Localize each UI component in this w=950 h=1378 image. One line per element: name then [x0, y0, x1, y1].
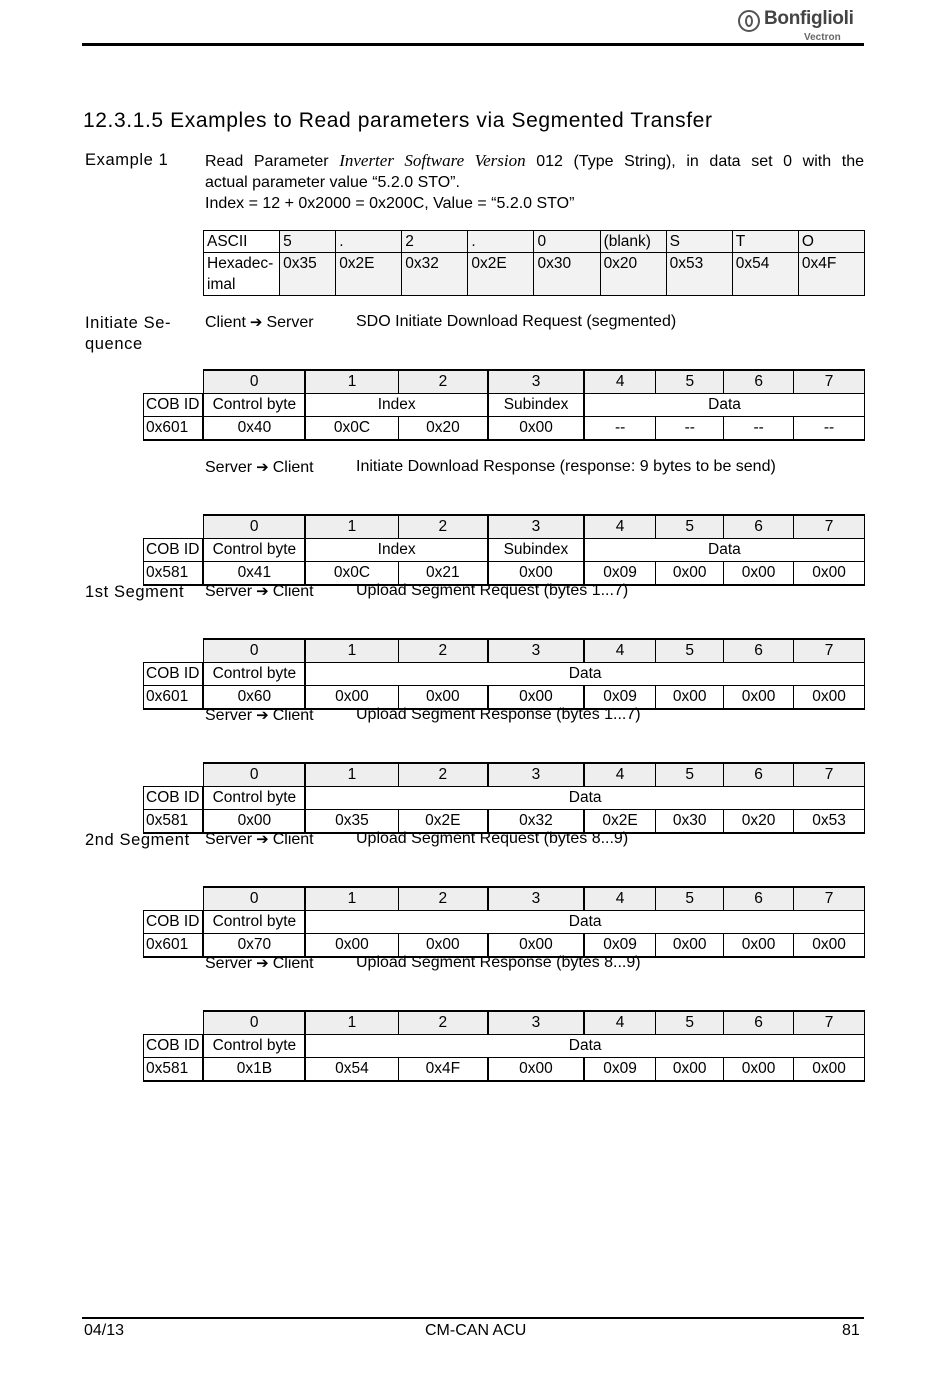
byte-number: 0: [203, 370, 305, 394]
byte-number: 5: [656, 763, 724, 787]
direction-from: Server: [205, 831, 253, 848]
cob-id: 0x581: [144, 1058, 204, 1082]
byte-value: 0x00: [794, 1058, 865, 1082]
value-row: [144, 417, 865, 441]
data-label: Data: [305, 787, 864, 810]
cob-id-label: COB ID: [144, 1035, 204, 1058]
subindex-label: Subindex: [488, 539, 584, 562]
byte-number: 7: [794, 1011, 865, 1035]
byte-value: 0x00: [488, 1058, 584, 1082]
field-row: [144, 911, 865, 934]
cob-id: 0x601: [144, 686, 204, 710]
value-row: [144, 1058, 865, 1082]
cob-id: 0x581: [144, 562, 204, 586]
byte-value: 0x00: [794, 562, 865, 586]
section-label: [85, 830, 190, 851]
hex-cell: 0x2E: [468, 253, 534, 296]
byte-value: 0x54: [305, 1058, 398, 1082]
field-row: [144, 539, 865, 562]
bonfiglioli-logo: [738, 8, 860, 46]
byte-value: 0x32: [488, 810, 584, 834]
section-label-line: Initiate Se-: [85, 314, 172, 332]
message-description: Upload Segment Request (bytes 1...7): [356, 582, 629, 599]
example-line-3: Index = 12 + 0x2000 = 0x200C, Value = “5.2.0 STO”: [205, 195, 575, 212]
byte-number: 7: [794, 370, 865, 394]
byte-value: 0x70: [203, 934, 305, 958]
data-label: Data: [584, 539, 865, 562]
byte-number: 5: [656, 1011, 724, 1035]
byte-number: 2: [398, 1011, 488, 1035]
byte-number: 3: [488, 515, 584, 539]
byte-number: 5: [656, 887, 724, 911]
byte-value: 0x00: [724, 1058, 794, 1082]
byte-value: 0x00: [656, 562, 724, 586]
field-row: [144, 394, 865, 417]
cob-id-label: COB ID: [144, 911, 204, 934]
byte-value: --: [584, 417, 656, 441]
section-label-line: 2nd Segment: [85, 831, 190, 849]
footer-product: CM-CAN ACU: [425, 1322, 527, 1339]
byte-number: 5: [656, 370, 724, 394]
byte-value: 0x00: [656, 686, 724, 710]
byte-number: 0: [203, 639, 305, 663]
byte-number: 4: [584, 1011, 656, 1035]
index-label: Index: [305, 394, 488, 417]
ascii-cell: 5: [280, 231, 336, 253]
byte-value: 0x00: [794, 934, 865, 958]
control-byte-label: Control byte: [203, 1035, 305, 1058]
byte-value: 0x30: [656, 810, 724, 834]
byte-header-row: [144, 639, 865, 663]
arrow-right-icon: ➔: [256, 583, 269, 600]
section-label-line: 1st Segment: [85, 583, 185, 601]
cob-id: 0x601: [144, 934, 204, 958]
byte-value: 0x00: [488, 686, 584, 710]
section-label-line: quence: [85, 335, 143, 353]
byte-number: 6: [724, 639, 794, 663]
control-byte-label: Control byte: [203, 663, 305, 686]
byte-header-row: [144, 370, 865, 394]
byte-header-row: [144, 887, 865, 911]
sdo-telegram-table: [143, 762, 865, 834]
message-description: Initiate Download Response (response: 9 bytes to be send): [356, 458, 776, 475]
byte-number: 0: [203, 887, 305, 911]
cob-id-label: COB ID: [144, 539, 204, 562]
data-label: Data: [305, 663, 864, 686]
byte-number: 4: [584, 370, 656, 394]
example-line-1b: 012 (Type String), in data set 0 with the: [525, 153, 864, 170]
ascii-cell: 2: [402, 231, 468, 253]
bonfiglioli-logo-icon: [738, 10, 760, 32]
example-line-2: actual parameter value “5.2.0 STO”.: [205, 174, 460, 191]
byte-number: 0: [203, 515, 305, 539]
byte-number: 0: [203, 1011, 305, 1035]
byte-header-row: [144, 1011, 865, 1035]
ascii-cell: S: [666, 231, 732, 253]
blank-cell: [144, 763, 204, 787]
byte-number: 3: [488, 370, 584, 394]
data-label: Data: [305, 911, 864, 934]
direction-from: Server: [205, 583, 253, 600]
sdo-telegram-table: [143, 514, 865, 586]
byte-number: 5: [656, 515, 724, 539]
byte-number: 6: [724, 370, 794, 394]
byte-number: 6: [724, 887, 794, 911]
byte-number: 1: [305, 887, 398, 911]
byte-value: 0x09: [584, 562, 656, 586]
byte-number: 6: [724, 1011, 794, 1035]
byte-number: 5: [656, 639, 724, 663]
subindex-label: Subindex: [488, 394, 584, 417]
cob-id-label: COB ID: [144, 787, 204, 810]
direction-to: Client: [272, 707, 314, 724]
ascii-table: [203, 230, 865, 296]
footer-page: 81: [842, 1322, 860, 1339]
message-description: Upload Segment Request (bytes 8...9): [356, 830, 629, 847]
ascii-cell: O: [798, 231, 864, 253]
byte-value: 0x41: [203, 562, 305, 586]
message-direction: [205, 582, 314, 601]
example-line-1: [205, 150, 864, 172]
direction-from: Server: [205, 459, 253, 476]
byte-number: 3: [488, 639, 584, 663]
byte-number: 2: [398, 887, 488, 911]
byte-number: 1: [305, 763, 398, 787]
arrow-right-icon: ➔: [256, 955, 269, 972]
sdo-telegram-table: [143, 886, 865, 958]
hex-cell: 0x54: [732, 253, 798, 296]
direction-to: Client: [272, 583, 314, 600]
direction-from: Client: [205, 314, 246, 331]
byte-value: 0x0C: [305, 562, 398, 586]
index-label: Index: [305, 539, 488, 562]
message-description: Upload Segment Response (bytes 8...9): [356, 954, 641, 971]
hex-cell: 0x20: [600, 253, 666, 296]
ascii-row: [204, 231, 865, 253]
sdo-telegram-table: [143, 369, 865, 441]
byte-value: 0x35: [305, 810, 398, 834]
direction-to: Client: [272, 955, 314, 972]
blank-cell: [144, 887, 204, 911]
byte-value: --: [656, 417, 724, 441]
control-byte-label: Control byte: [203, 787, 305, 810]
example-line-1a: Read Parameter: [205, 153, 340, 170]
byte-number: 7: [794, 515, 865, 539]
arrow-right-icon: ➔: [256, 707, 269, 724]
byte-value: 0x20: [398, 417, 488, 441]
hex-label: [204, 253, 280, 296]
hex-cell: 0x2E: [336, 253, 402, 296]
byte-number: 1: [305, 515, 398, 539]
ascii-cell: (blank): [600, 231, 666, 253]
ascii-cell: 0: [534, 231, 600, 253]
byte-value: 0x00: [656, 934, 724, 958]
cob-id: 0x601: [144, 417, 204, 441]
message-description: SDO Initiate Download Request (segmented): [356, 313, 677, 330]
cob-id-label: COB ID: [144, 663, 204, 686]
brand-sub: Vectron: [804, 32, 841, 43]
hex-cell: 0x35: [280, 253, 336, 296]
sdo-telegram-table: [143, 1010, 865, 1082]
message-description: Upload Segment Response (bytes 1...7): [356, 706, 641, 723]
message-direction: [205, 313, 314, 332]
byte-value: 0x2E: [398, 810, 488, 834]
ascii-cell: ASCII: [204, 231, 280, 253]
field-row: [144, 1035, 865, 1058]
byte-value: 0x00: [398, 686, 488, 710]
example-label: Example 1: [85, 151, 169, 169]
blank-cell: [144, 1011, 204, 1035]
byte-number: 3: [488, 1011, 584, 1035]
example-text: [205, 150, 864, 214]
ascii-cell: T: [732, 231, 798, 253]
hex-cell: 0x53: [666, 253, 732, 296]
byte-number: 6: [724, 515, 794, 539]
byte-number: 4: [584, 763, 656, 787]
byte-number: 2: [398, 763, 488, 787]
blank-cell: [144, 515, 204, 539]
byte-number: 2: [398, 515, 488, 539]
direction-to: Client: [272, 831, 314, 848]
section-label: [85, 313, 171, 355]
control-byte-label: Control byte: [203, 539, 305, 562]
byte-number: 2: [398, 370, 488, 394]
message-direction: [205, 458, 314, 477]
control-byte-label: Control byte: [203, 394, 305, 417]
byte-value: 0x2E: [584, 810, 656, 834]
byte-value: 0x00: [488, 562, 584, 586]
message-direction: [205, 706, 314, 725]
byte-number: 1: [305, 1011, 398, 1035]
byte-value: 0x00: [203, 810, 305, 834]
footer-rule: [82, 1317, 864, 1319]
byte-value: 0x00: [398, 934, 488, 958]
sdo-telegram-table: [143, 638, 865, 710]
brand-name: Bonfiglioli: [764, 8, 854, 29]
byte-value: --: [724, 417, 794, 441]
byte-value: 0x0C: [305, 417, 398, 441]
byte-value: 0x00: [305, 934, 398, 958]
byte-value: 0x00: [794, 686, 865, 710]
byte-value: 0x53: [794, 810, 865, 834]
hex-label-2: imal: [207, 276, 236, 293]
direction-to: Server: [266, 314, 314, 331]
byte-value: 0x09: [584, 1058, 656, 1082]
section-title: 12.3.1.5 Examples to Read parameters via Segmented Transfer: [83, 109, 713, 132]
hex-cell: 0x4F: [798, 253, 864, 296]
data-label: Data: [305, 1035, 864, 1058]
byte-number: 4: [584, 515, 656, 539]
byte-value: 0x09: [584, 934, 656, 958]
message-direction: [205, 830, 314, 849]
byte-value: 0x00: [724, 562, 794, 586]
direction-from: Server: [205, 955, 253, 972]
arrow-right-icon: ➔: [256, 831, 269, 848]
byte-value: 0x40: [203, 417, 305, 441]
byte-number: 4: [584, 639, 656, 663]
parameter-name: Inverter Software Version: [339, 151, 526, 170]
byte-number: 4: [584, 887, 656, 911]
byte-number: 3: [488, 887, 584, 911]
field-row: [144, 787, 865, 810]
byte-header-row: [144, 763, 865, 787]
arrow-right-icon: ➔: [256, 459, 269, 476]
byte-value: 0x60: [203, 686, 305, 710]
byte-value: 0x20: [724, 810, 794, 834]
byte-number: 6: [724, 763, 794, 787]
data-label: Data: [584, 394, 865, 417]
byte-number: 2: [398, 639, 488, 663]
control-byte-label: Control byte: [203, 911, 305, 934]
section-label: [85, 582, 184, 603]
byte-number: 7: [794, 763, 865, 787]
direction-to: Client: [272, 459, 314, 476]
ascii-cell: .: [468, 231, 534, 253]
byte-value: 0x4F: [398, 1058, 488, 1082]
cob-id-label: COB ID: [144, 394, 204, 417]
cob-id: 0x581: [144, 810, 204, 834]
byte-value: 0x00: [488, 417, 584, 441]
byte-value: 0x00: [724, 934, 794, 958]
byte-value: 0x00: [305, 686, 398, 710]
footer-date: 04/13: [84, 1322, 125, 1339]
byte-number: 1: [305, 639, 398, 663]
hex-label-1: Hexadec-: [207, 255, 274, 272]
hex-cell: 0x30: [534, 253, 600, 296]
byte-number: 7: [794, 887, 865, 911]
blank-cell: [144, 639, 204, 663]
ascii-cell: .: [336, 231, 402, 253]
arrow-right-icon: ➔: [249, 314, 263, 331]
byte-value: 0x00: [656, 1058, 724, 1082]
hex-row: [204, 253, 865, 296]
byte-value: 0x09: [584, 686, 656, 710]
byte-value: 0x00: [724, 686, 794, 710]
byte-number: 3: [488, 763, 584, 787]
message-direction: [205, 954, 314, 973]
byte-value: 0x21: [398, 562, 488, 586]
blank-cell: [144, 370, 204, 394]
hex-cell: 0x32: [402, 253, 468, 296]
direction-from: Server: [205, 707, 253, 724]
byte-number: 1: [305, 370, 398, 394]
header-rule: [82, 43, 864, 46]
byte-number: 0: [203, 763, 305, 787]
byte-value: --: [794, 417, 865, 441]
byte-header-row: [144, 515, 865, 539]
byte-value: 0x00: [488, 934, 584, 958]
byte-value: 0x1B: [203, 1058, 305, 1082]
field-row: [144, 663, 865, 686]
byte-number: 7: [794, 639, 865, 663]
